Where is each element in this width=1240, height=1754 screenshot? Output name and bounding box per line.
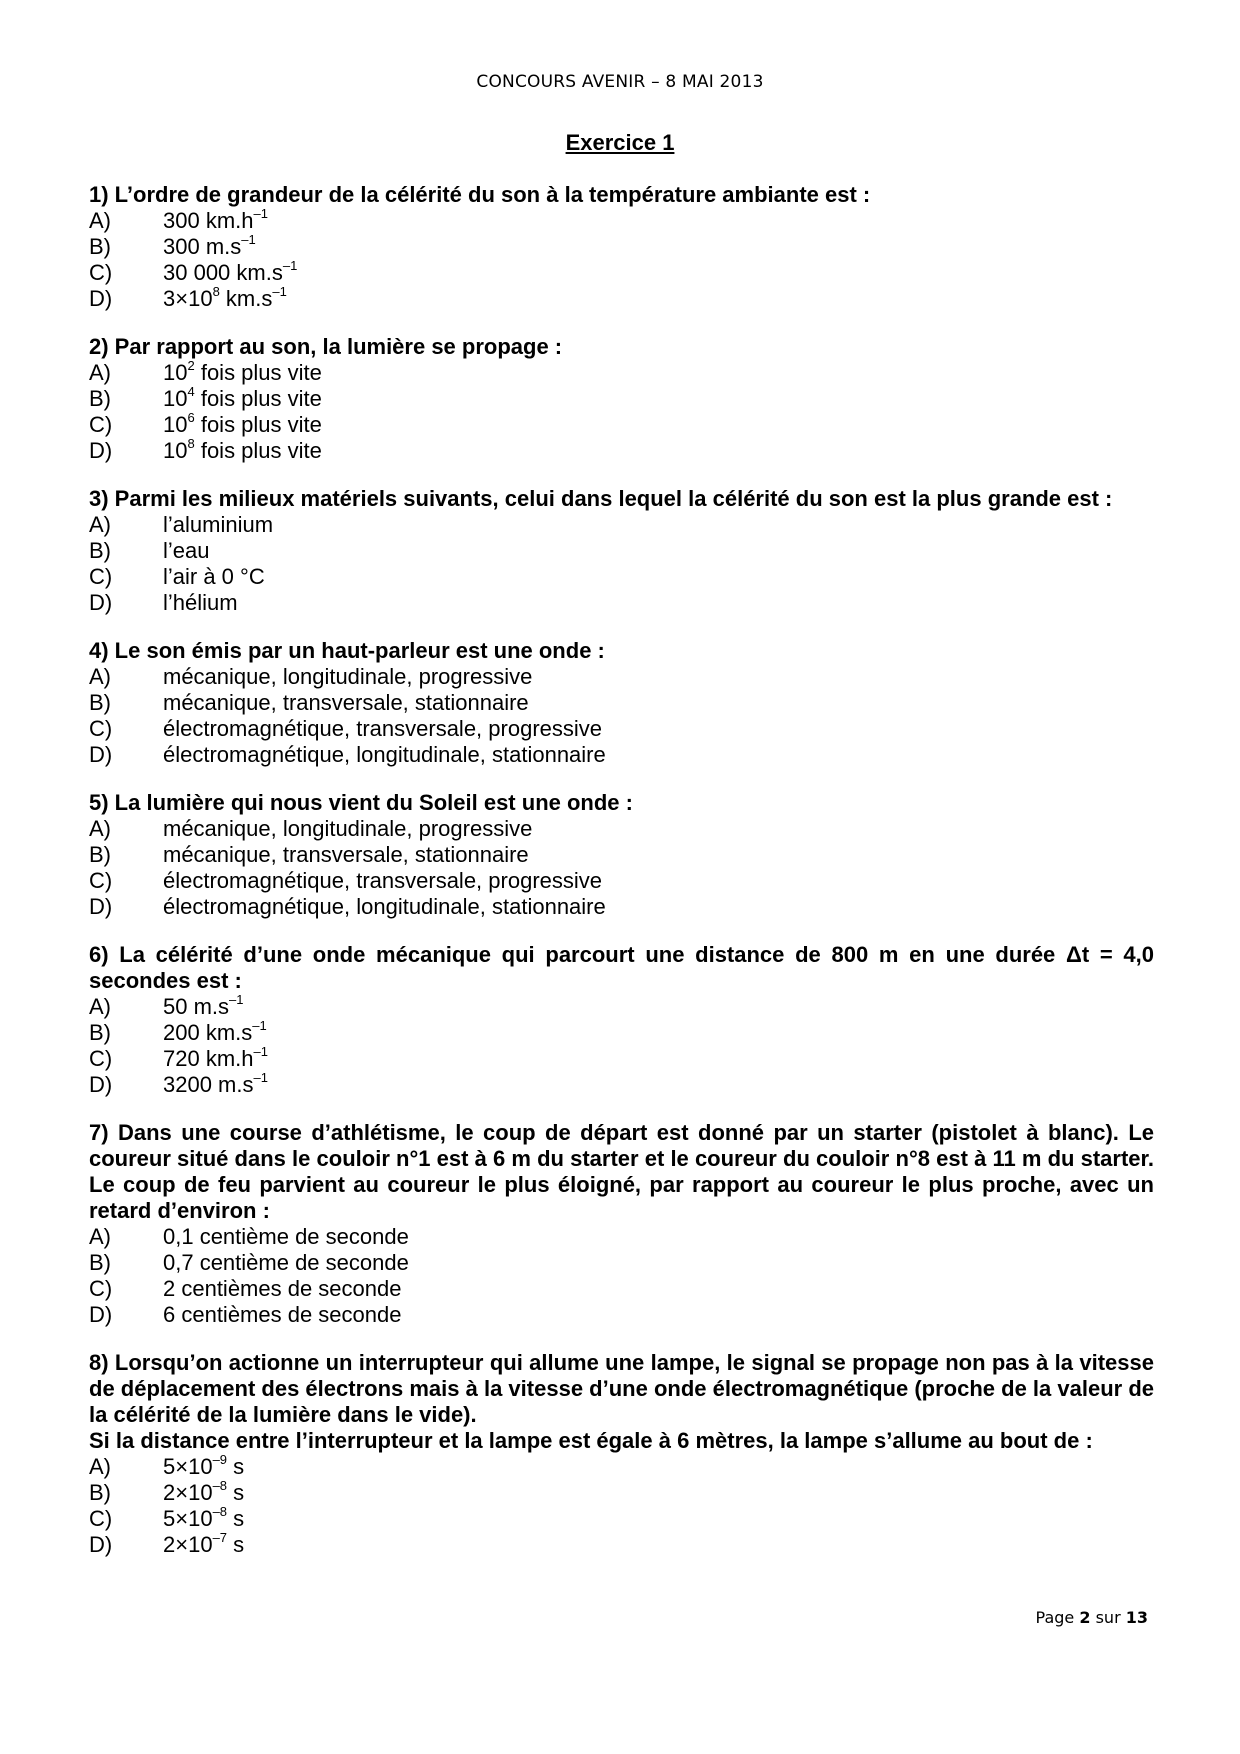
question-5: [89, 790, 1154, 920]
question-text: 6) La célérité d’une onde mécanique qui parcourt une distance de 800 m en une durée Δt = 4,0 secondes est :: [89, 942, 1154, 993]
answer-option: D) l’hélium: [89, 590, 238, 615]
answer-option: B) mécanique, transversale, stationnaire: [89, 690, 529, 715]
question-4: [89, 638, 1154, 768]
answer-option: A) 0,1 centième de seconde: [89, 1224, 409, 1249]
question-text: 1) L’ordre de grandeur de la célérité du son à la température ambiante est :: [89, 182, 871, 207]
answer-option: D) électromagnétique, longitudinale, stationnaire: [89, 894, 606, 919]
answer-option: A) mécanique, longitudinale, progressive: [89, 816, 533, 841]
answer-option: A) $10^2$ fois plus vite: [89, 357, 322, 385]
answer-option: D) $3\times 10^8$ $km.s^{-1}$: [89, 283, 287, 311]
question-2: [89, 334, 1154, 464]
answer-option: A) l’aluminium: [89, 512, 274, 537]
answer-option: C) $5\times 10^{-8}$ s: [89, 1503, 245, 1531]
question-8: [89, 1350, 1154, 1558]
question-text-2: Si la distance entre l’interrupteur et la lampe est égale à 6 mètres, la lampe s’allume au bout de :: [89, 1428, 1093, 1453]
answer-option: B) l’eau: [89, 538, 210, 563]
answer-option: B) $10^4$ fois plus vite: [89, 383, 322, 411]
answer-option: B) $2\times 10^{-8}$ s: [89, 1477, 245, 1505]
page-number: Page 2 sur 13: [1035, 1608, 1148, 1627]
questions-list: [89, 182, 1154, 1580]
page-header: CONCOURS AVENIR – 8 MAI 2013: [476, 72, 764, 92]
answer-option: C) $10^6$ fois plus vite: [89, 409, 322, 437]
answer-option: D) $10^8$ fois plus vite: [89, 435, 322, 463]
question-1: [89, 182, 1154, 312]
question-text: 7) Dans une course d’athlétisme, le coup de départ est donné par un starter (pistolet à blanc). Le coureur situé dans le couloir n°1 est à 6 m du starter et le coureur du couloir n°8 est à 11 m du starter. Le coup de feu parvient au coureur le plus éloigné, par rapport au coureur le plus proche, avec un retard d’environ :: [89, 1120, 1154, 1223]
answer-option: A) $5\times 10^{-9}$ s: [89, 1451, 245, 1479]
answer-option: C) l’air à 0 °C: [89, 564, 265, 589]
answer-option: D) 6 centièmes de seconde: [89, 1302, 402, 1327]
answer-option: C) 30 000 $km.s^{-1}$: [89, 257, 298, 285]
question-6: [89, 942, 1154, 1098]
answer-option: B) 0,7 centième de seconde: [89, 1250, 409, 1275]
question-text: 8) Lorsqu’on actionne un interrupteur qui allume une lampe, le signal se propage non pas à la vitesse de déplacement des électrons mais à la vitesse d’une onde électromagnétique (proche de la valeur de la célérité de la lumière dans le vide).: [89, 1350, 1154, 1427]
answer-option: D) 3200 $m.s^{-1}$: [89, 1069, 268, 1097]
answer-option: B) 300 $m.s^{-1}$: [89, 231, 256, 259]
answer-option: C) électromagnétique, transversale, progressive: [89, 716, 603, 741]
answer-option: C) électromagnétique, transversale, progressive: [89, 868, 603, 893]
question-text: 2) Par rapport au son, la lumière se propage :: [89, 334, 563, 359]
question-7: [89, 1120, 1154, 1328]
question-text: 5) La lumière qui nous vient du Soleil est une onde :: [89, 790, 633, 815]
answer-option: C) 2 centièmes de seconde: [89, 1276, 402, 1301]
answer-option: D) $2\times 10^{-7}$ s: [89, 1529, 245, 1557]
answer-option: B) mécanique, transversale, stationnaire: [89, 842, 529, 867]
answer-option: B) 200 $km.s^{-1}$: [89, 1017, 267, 1045]
answer-option: C) 720 $km.h^{-1}$: [89, 1043, 268, 1071]
answer-option: D) électromagnétique, longitudinale, stationnaire: [89, 742, 606, 767]
question-3: [89, 486, 1154, 616]
exercise-title: Exercice 1: [565, 130, 675, 155]
answer-option: A) mécanique, longitudinale, progressive: [89, 664, 533, 689]
answer-option: A) 50 $m.s^{-1}$: [89, 991, 244, 1019]
answer-option: A) 300 $km.h^{-1}$: [89, 205, 268, 233]
question-text: 3) Parmi les milieux matériels suivants, celui dans lequel la célérité du son est la plus grande est :: [89, 486, 1113, 511]
question-text: 4) Le son émis par un haut-parleur est une onde :: [89, 638, 605, 663]
